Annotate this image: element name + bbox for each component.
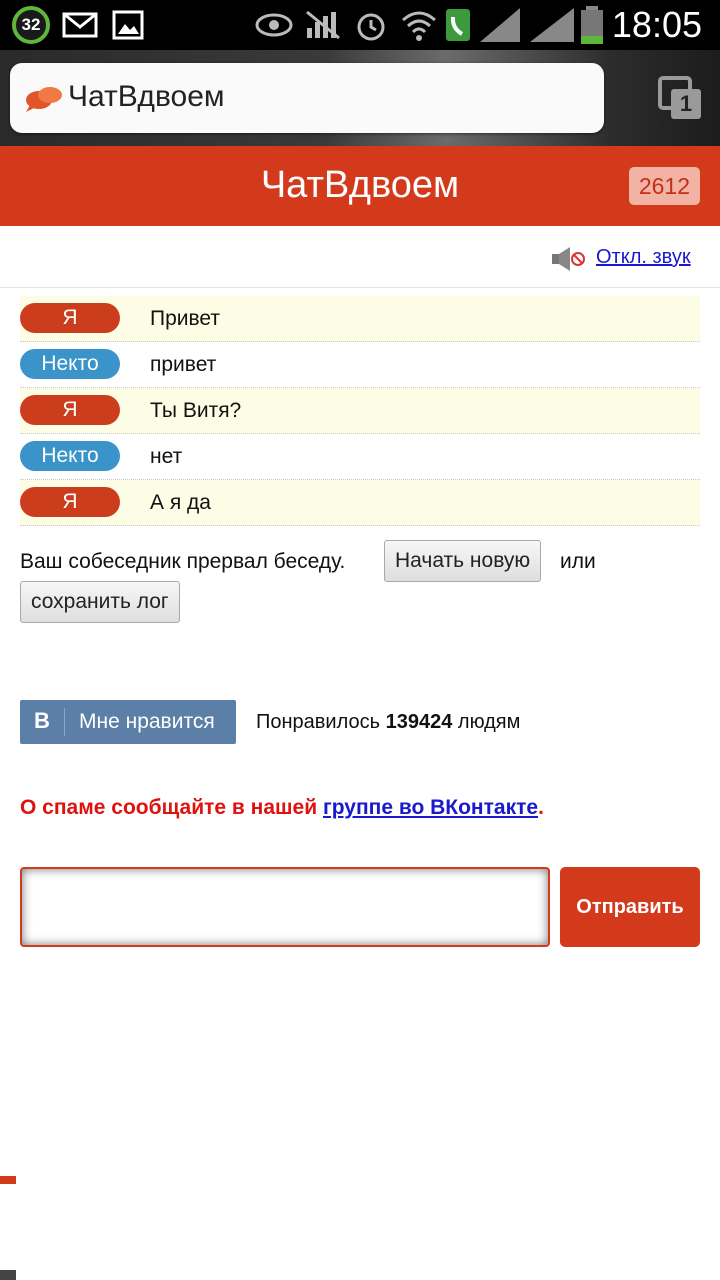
sender-badge-stranger: Некто: [20, 441, 120, 471]
start-new-button[interactable]: Начать новую: [384, 540, 541, 582]
badge-icon: 32: [12, 6, 50, 44]
sender-badge-me: Я: [20, 303, 120, 333]
sender-badge-me: Я: [20, 487, 120, 517]
vk-separator: [64, 708, 65, 736]
message-text: привет: [150, 353, 217, 376]
sender-badge-me: Я: [20, 395, 120, 425]
likes-count-text: [256, 711, 520, 734]
or-text: или: [560, 550, 596, 573]
message-text: Привет: [150, 307, 221, 330]
tabs-button[interactable]: [656, 74, 704, 122]
chat-message: [20, 480, 700, 526]
mute-sound-link[interactable]: Откл. звук: [596, 246, 691, 268]
phone-call-icon: [445, 8, 471, 42]
tabs-count: 1: [671, 89, 701, 119]
message-text: А я да: [150, 491, 211, 514]
spam-prefix: О спаме сообщайте в нашей: [20, 796, 323, 819]
image-icon: [112, 10, 144, 40]
edge-marker: [0, 1176, 16, 1184]
message-text: Ты Витя?: [150, 399, 242, 422]
vk-like-button[interactable]: [20, 700, 236, 744]
chat-message: [20, 342, 700, 388]
clock: 18:05: [611, 4, 702, 45]
vk-logo-icon: B: [34, 708, 50, 733]
mute-icon: [305, 10, 341, 40]
spam-suffix: .: [538, 796, 544, 819]
spam-notice: [20, 796, 544, 820]
likes-suffix: людям: [457, 711, 521, 733]
chat-message: [20, 388, 700, 434]
chat-message: [20, 296, 700, 342]
address-text: ЧатВдвоем: [68, 80, 225, 113]
message-text: нет: [150, 445, 183, 468]
site-header: [0, 146, 720, 226]
vk-group-link[interactable]: группе во ВКонтакте: [322, 796, 539, 819]
save-log-button[interactable]: сохранить лог: [20, 581, 180, 623]
chat-message: [20, 434, 700, 480]
ended-text: Ваш собеседник прервал беседу.: [20, 550, 346, 573]
wifi-icon: [400, 8, 438, 42]
speaker-muted-icon[interactable]: [550, 246, 586, 272]
sender-badge-stranger: Некто: [20, 349, 120, 379]
likes-prefix: Понравилось: [256, 711, 381, 733]
browser-toolbar: [0, 50, 720, 146]
mail-icon: [62, 12, 98, 38]
chat-log: [20, 296, 700, 526]
sound-row: [0, 226, 720, 288]
online-count-badge: 2612: [629, 167, 700, 205]
alarm-icon: [354, 8, 388, 42]
status-bar: [0, 0, 720, 50]
send-button[interactable]: Отправить: [560, 867, 700, 947]
address-bar[interactable]: [10, 63, 604, 133]
message-input[interactable]: [20, 867, 550, 947]
edge-marker-bottom: [0, 1270, 16, 1280]
chat-bubbles-icon: [24, 83, 64, 113]
eye-icon: [255, 12, 293, 38]
likes-count: 139424: [385, 711, 453, 733]
signal-icon: [480, 6, 576, 44]
battery-icon: [580, 6, 604, 46]
vk-like-label: Мне нравится: [79, 710, 215, 733]
site-title: ЧатВдвоем: [260, 164, 460, 206]
